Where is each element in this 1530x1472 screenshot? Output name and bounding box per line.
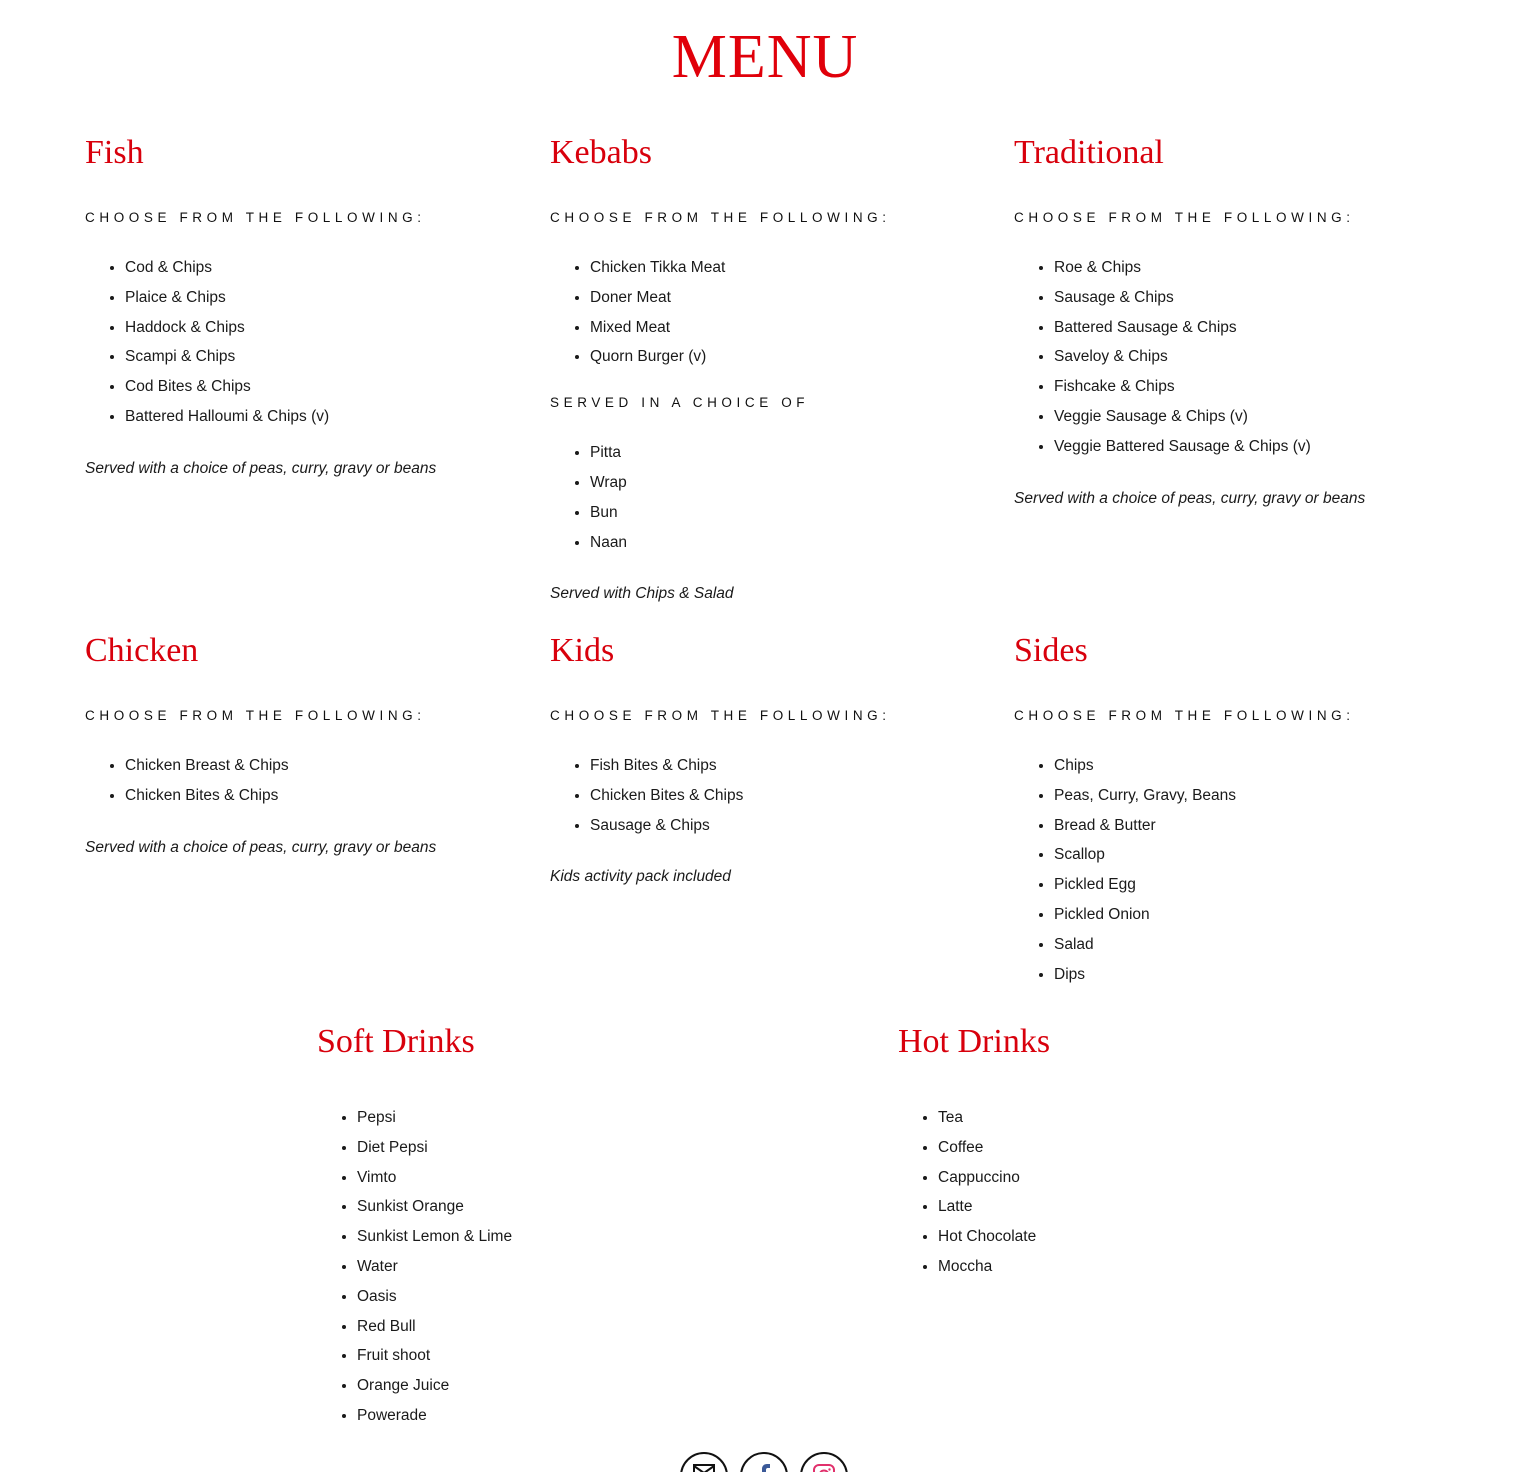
section-note: Served with a choice of peas, curry, gravy or beans <box>85 459 437 477</box>
list-item: • Salad <box>1054 930 1454 960</box>
list-item: • Chicken Bites & Chips <box>125 781 525 811</box>
section-note: Kids activity pack included <box>550 868 731 886</box>
list-item: • Diet Pepsi <box>357 1133 757 1163</box>
section-subhead: CHOOSE FROM THE FOLLOWING: <box>85 210 426 225</box>
list-item: • Saveloy & Chips <box>1054 342 1494 372</box>
list-item: • Sausage & Chips <box>590 811 990 841</box>
list-item: • Wrap <box>590 468 990 498</box>
list-item: • Fruit shoot <box>357 1341 757 1371</box>
list-item: • Latte <box>938 1192 1338 1222</box>
section-title: Sides <box>1014 632 1088 669</box>
list-item: • Veggie Sausage & Chips (v) <box>1054 402 1494 432</box>
section-note: Served with Chips & Salad <box>550 585 734 603</box>
list-item: • Fishcake & Chips <box>1054 372 1494 402</box>
email-link[interactable] <box>680 1452 728 1472</box>
section-subhead: CHOOSE FROM THE FOLLOWING: <box>550 708 891 723</box>
list-item: • Haddock & Chips <box>125 313 525 343</box>
list-item: • Pickled Onion <box>1054 900 1454 930</box>
section-hot-drinks <box>898 1022 1338 1282</box>
list-item: • Scampi & Chips <box>125 342 525 372</box>
list-item: • Bun <box>590 498 990 528</box>
list-item: • Tea <box>938 1103 1338 1133</box>
list-item: • Scallop <box>1054 840 1454 870</box>
list-item: • Battered Halloumi & Chips (v) <box>125 402 525 432</box>
item-list <box>357 1103 757 1431</box>
list-item: • Chicken Tikka Meat <box>590 253 990 283</box>
section-subhead: CHOOSE FROM THE FOLLOWING: <box>1014 708 1355 723</box>
list-item: • Doner Meat <box>590 283 990 313</box>
section-kebabs <box>550 133 990 604</box>
section-title: Soft Drinks <box>317 1023 475 1060</box>
list-item: • Cod & Chips <box>125 253 525 283</box>
list-item: • Plaice & Chips <box>125 283 525 313</box>
list-item: • Sunkist Orange <box>357 1192 757 1222</box>
section-title: Traditional <box>1014 134 1164 171</box>
list-item: • Moccha <box>938 1252 1338 1282</box>
list-item: • Quorn Burger (v) <box>590 342 990 372</box>
section-title: Hot Drinks <box>898 1023 1051 1060</box>
item-list <box>1054 253 1494 462</box>
section-note: Served with a choice of peas, curry, gravy or beans <box>85 838 437 856</box>
list-item: • Cappuccino <box>938 1163 1338 1193</box>
item-list <box>590 253 990 372</box>
page-title: MENU <box>671 23 859 91</box>
list-item: • Dips <box>1054 960 1454 990</box>
list-item: • Veggie Battered Sausage & Chips (v) <box>1054 432 1494 462</box>
section-chicken <box>85 631 525 858</box>
section-fish <box>85 133 525 479</box>
section-traditional <box>1014 133 1494 509</box>
section-title: Chicken <box>85 632 199 669</box>
facebook-link[interactable] <box>740 1452 788 1472</box>
list-item: • Mixed Meat <box>590 313 990 343</box>
list-item: • Pitta <box>590 438 990 468</box>
section-title: Fish <box>85 134 144 171</box>
list-item: • Pepsi <box>357 1103 757 1133</box>
list-item: • Cod Bites & Chips <box>125 372 525 402</box>
item-list <box>125 751 525 811</box>
list-item: • Pickled Egg <box>1054 870 1454 900</box>
list-item: • Hot Chocolate <box>938 1222 1338 1252</box>
list-item: • Oasis <box>357 1282 757 1312</box>
instagram-icon <box>813 1464 835 1472</box>
list-item: • Sunkist Lemon & Lime <box>357 1222 757 1252</box>
bread-list <box>590 438 990 557</box>
facebook-icon <box>757 1464 771 1472</box>
section-sides <box>1014 631 1454 989</box>
section-subhead: CHOOSE FROM THE FOLLOWING: <box>1014 210 1355 225</box>
section-note: Served with a choice of peas, curry, gravy or beans <box>1014 489 1366 507</box>
social-links <box>680 1452 848 1472</box>
list-item: • Naan <box>590 528 990 558</box>
list-item: • Sausage & Chips <box>1054 283 1494 313</box>
list-item: • Chicken Breast & Chips <box>125 751 525 781</box>
item-list <box>590 751 990 840</box>
section-subhead-bread: SERVED IN A CHOICE OF <box>550 395 810 411</box>
section-title: Kebabs <box>550 134 652 171</box>
item-list <box>125 253 525 432</box>
list-item: • Vimto <box>357 1163 757 1193</box>
list-item: • Coffee <box>938 1133 1338 1163</box>
section-subhead: CHOOSE FROM THE FOLLOWING: <box>550 210 891 225</box>
list-item: • Powerade <box>357 1401 757 1431</box>
list-item: • Fish Bites & Chips <box>590 751 990 781</box>
section-title: Kids <box>550 632 615 669</box>
list-item: • Roe & Chips <box>1054 253 1494 283</box>
section-soft-drinks <box>317 1022 757 1431</box>
list-item: • Orange Juice <box>357 1371 757 1401</box>
item-list <box>938 1103 1338 1282</box>
list-item: • Red Bull <box>357 1312 757 1342</box>
list-item: • Battered Sausage & Chips <box>1054 313 1494 343</box>
list-item: • Chicken Bites & Chips <box>590 781 990 811</box>
email-icon <box>693 1464 715 1472</box>
list-item: • Peas, Curry, Gravy, Beans <box>1054 781 1454 811</box>
section-subhead: CHOOSE FROM THE FOLLOWING: <box>85 708 426 723</box>
list-item: • Bread & Butter <box>1054 811 1454 841</box>
list-item: • Chips <box>1054 751 1454 781</box>
instagram-link[interactable] <box>800 1452 848 1472</box>
list-item: • Water <box>357 1252 757 1282</box>
section-kids <box>550 631 990 887</box>
item-list <box>1054 751 1454 989</box>
